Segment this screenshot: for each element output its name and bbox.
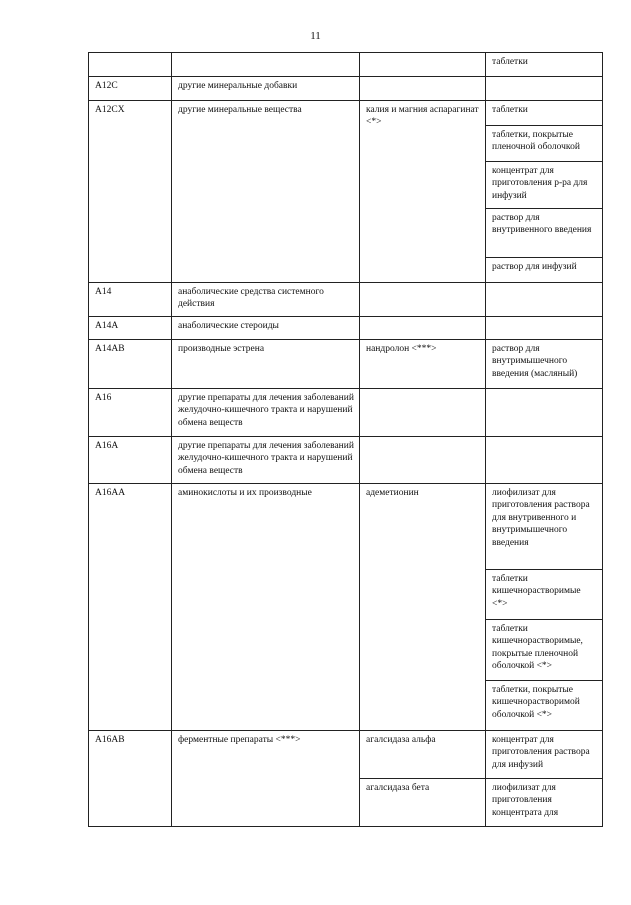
dosage-form-cell: раствор для внутримышечного введения (масляный) bbox=[486, 340, 603, 389]
inn-cell: калия и магния аспарагинат <*> bbox=[360, 101, 486, 283]
table-row bbox=[89, 101, 603, 126]
atc-code-cell: A12CX bbox=[89, 101, 172, 283]
table-row bbox=[89, 731, 603, 779]
table-row bbox=[89, 437, 603, 484]
inn-cell bbox=[360, 283, 486, 317]
atc-code-cell: A14A bbox=[89, 317, 172, 340]
atc-group-cell: аминокислоты и их производные bbox=[172, 484, 360, 731]
atc-group-cell: производные эстрена bbox=[172, 340, 360, 389]
dosage-form-cell: концентрат для приготовления р-ра для инфузий bbox=[486, 162, 603, 209]
inn-cell bbox=[360, 317, 486, 340]
atc-group-cell: анаболические стероиды bbox=[172, 317, 360, 340]
atc-code-cell: A14 bbox=[89, 283, 172, 317]
inn-cell bbox=[360, 389, 486, 437]
dosage-form-cell: таблетки, покрытые пленочной оболочкой bbox=[486, 126, 603, 162]
dosage-form-cell: таблетки bbox=[486, 101, 603, 126]
atc-group-cell: другие препараты для лечения заболеваний желудочно-кишечного тракта и нарушений обмена веществ bbox=[172, 389, 360, 437]
table-row bbox=[89, 317, 603, 340]
table-row bbox=[89, 53, 603, 77]
dosage-form-cell: раствор для инфузий bbox=[486, 258, 603, 283]
atc-code-cell: A16 bbox=[89, 389, 172, 437]
table-row bbox=[89, 484, 603, 570]
atc-group-cell: другие минеральные добавки bbox=[172, 77, 360, 101]
dosage-form-cell: концентрат для приготовления раствора для инфузий bbox=[486, 731, 603, 779]
dosage-form-cell: таблетки кишечнорастворимые <*> bbox=[486, 570, 603, 620]
atc-group-cell: другие минеральные вещества bbox=[172, 101, 360, 283]
dosage-form-cell: раствор для внутривенного введения bbox=[486, 209, 603, 258]
table-row bbox=[89, 340, 603, 389]
atc-group-cell: анаболические средства системного действия bbox=[172, 283, 360, 317]
inn-cell bbox=[360, 77, 486, 101]
inn-cell: агалсидаза альфа bbox=[360, 731, 486, 779]
inn-cell bbox=[360, 53, 486, 77]
dosage-form-cell: таблетки, покрытые кишечнорастворимой оболочкой <*> bbox=[486, 681, 603, 731]
dosage-form-cell bbox=[486, 317, 603, 340]
atc-code-cell: A16A bbox=[89, 437, 172, 484]
dosage-form-cell: таблетки bbox=[486, 53, 603, 77]
atc-code-cell: A12C bbox=[89, 77, 172, 101]
table-row bbox=[89, 389, 603, 437]
atc-code-cell: A16AB bbox=[89, 731, 172, 827]
dosage-form-cell bbox=[486, 389, 603, 437]
dosage-form-cell: лиофилизат для приготовления раствора для внутривенного и внутримышечного введения bbox=[486, 484, 603, 570]
atc-code-cell bbox=[89, 53, 172, 77]
page-number: 11 bbox=[310, 30, 321, 42]
atc-code-cell: A16AA bbox=[89, 484, 172, 731]
dosage-form-cell: таблетки кишечнорастворимые, покрытые пленочной оболочкой <*> bbox=[486, 620, 603, 681]
dosage-form-cell bbox=[486, 283, 603, 317]
dosage-form-cell bbox=[486, 77, 603, 101]
table-row bbox=[89, 283, 603, 317]
atc-group-cell bbox=[172, 53, 360, 77]
inn-cell: адеметионин bbox=[360, 484, 486, 731]
atc-code-cell: A14AB bbox=[89, 340, 172, 389]
inn-cell bbox=[360, 437, 486, 484]
dosage-form-cell bbox=[486, 437, 603, 484]
atc-group-cell: другие препараты для лечения заболеваний желудочно-кишечного тракта и нарушений обмена веществ bbox=[172, 437, 360, 484]
inn-cell: нандролон <***> bbox=[360, 340, 486, 389]
drug-table bbox=[88, 52, 603, 827]
inn-cell: агалсидаза бета bbox=[360, 779, 486, 827]
table-row bbox=[89, 77, 603, 101]
dosage-form-cell: лиофилизат для приготовления концентрата для bbox=[486, 779, 603, 827]
atc-group-cell: ферментные препараты <***> bbox=[172, 731, 360, 827]
